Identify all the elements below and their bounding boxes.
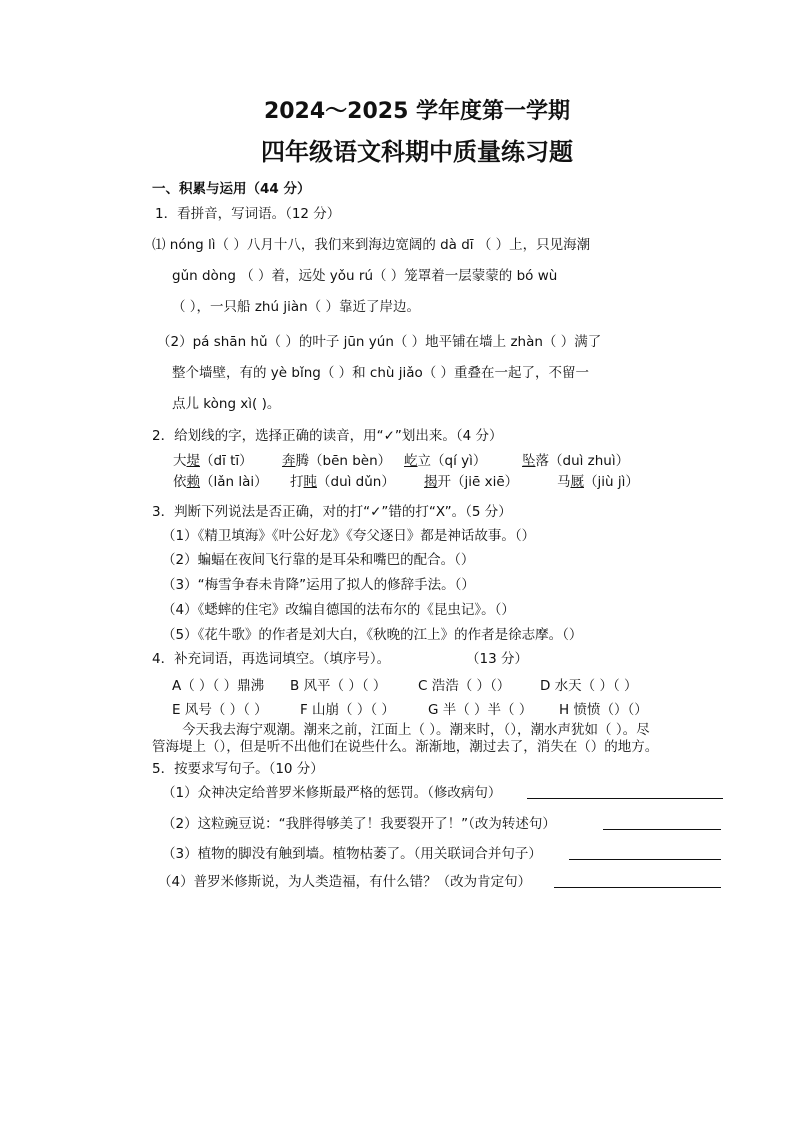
q2-item: 依赖（lǎn lài） (173, 474, 268, 490)
q1-line-1: ⑴ nóng lì（ ）八月十八，我们来到海边宽阔的 dà dī （ ）上，只见海潮 (152, 237, 591, 253)
q5-answer-line-1[interactable] (527, 784, 723, 799)
q4-word-e: E 风号（ ）（ ） (172, 702, 268, 718)
q5-item-2: （2）这粒豌豆说：“我胖得够美了！我要裂开了！”（改为转述句） (162, 816, 556, 832)
q5-answer-line-2[interactable] (603, 815, 721, 830)
q1-heading: 1．看拼音，写词语。（12 分） (155, 206, 341, 222)
q3-item-2: （2）蝙蝠在夜间飞行靠的是耳朵和嘴巴的配合。（） (162, 552, 475, 568)
q1-line-5: 整个墙壁，有的 yè bǐng（ ）和 chù jiǎo（ ）重叠在一起了，不留一 (172, 365, 590, 381)
q4-word-a: A（ ）（ ）鼎沸 (172, 678, 265, 694)
exam-title-subject: 四年级语文科期中质量练习题 (261, 138, 573, 166)
q1-line-3: （ ），一只船 zhú jiàn（ ）靠近了岸边。 (172, 299, 420, 315)
q1-line-2: gǔn dòng （ ）着，远处 yǒu rú（ ）笼罩着一层蒙蒙的 bó wù (172, 268, 558, 284)
q2-item: 大堤（dī tī） (173, 453, 253, 469)
q3-item-1: （1）《精卫填海》《叶公好龙》《夸父逐日》都是神话故事。（） (162, 528, 536, 544)
q4-word-d: D 水天（ ）（ ） (540, 678, 638, 694)
q2-item: 坠落（duì zhuì） (522, 453, 630, 469)
q1-line-4: （2）pá shān hǔ（ ）的叶子 jūn yún（ ）地平铺在墙上 zhàn（ ）满了 (157, 334, 602, 350)
q4-paragraph-line-2: 管海堤上（），但是听不出他们在说些什么。渐渐地，潮过去了，消失在（）的地方。 (152, 739, 659, 755)
q4-paragraph-line-1: 今天我去海宁观潮。潮来之前，江面上（ ）。潮来时，（），潮水声犹如（ ）。尽 (182, 722, 650, 738)
q4-heading: 4．补充词语，再选词填空。（填序号）。 (152, 651, 391, 667)
section1-heading: 一、积累与运用（44 分） (152, 181, 311, 197)
q2-item: 屹立（qí yì） (404, 453, 487, 469)
q2-item: 打盹（duì dǔn） (290, 474, 395, 490)
q4-word-h: H 愤愤（）（） (559, 702, 648, 718)
q5-item-3: （3）植物的脚没有触到墙。植物枯萎了。（用关联词合并句子） (162, 846, 542, 862)
q4-word-b: B 风平（ ）（ ） (290, 678, 387, 694)
q1-line-6: 点儿 kòng xì( )。 (172, 396, 281, 412)
q3-item-4: （4）《蟋蟀的住宅》改编自德国的法布尔的《昆虫记》。（） (162, 602, 515, 618)
q4-word-c: C 浩浩（ ）（） (418, 678, 511, 694)
q4-score: （13 分） (466, 651, 528, 667)
q5-answer-line-3[interactable] (569, 845, 721, 860)
q2-item: 揭开（jiē xiē） (424, 474, 519, 490)
q5-answer-line-4[interactable] (554, 873, 721, 888)
q4-word-f: F 山崩（ ）（ ） (300, 702, 395, 718)
q2-item: 奔腾（bēn bèn） (282, 453, 392, 469)
q2-item: 马厩（jiù jì） (557, 474, 639, 490)
q5-heading: 5．按要求写句子。（10 分） (152, 761, 324, 777)
q5-item-4: （4）普罗米修斯说，为人类造福，有什么错？（改为肯定句） (158, 874, 532, 890)
q3-item-3: （3）“梅雪争春未肯降”运用了拟人的修辞手法。（） (162, 577, 475, 593)
q3-item-5: （5）《花牛歌》的作者是刘大白，《秋晚的江上》的作者是徐志摩。（） (162, 627, 583, 643)
q5-item-1: （1）众神决定给普罗米修斯最严格的惩罚。（修改病句） (162, 785, 502, 801)
q2-heading: 2．给划线的字，选择正确的读音，用“✓”划出来。（4 分） (152, 428, 503, 444)
q4-word-g: G 半（ ）半（ ） (428, 702, 533, 718)
q3-heading: 3．判断下列说法是否正确，对的打“✓”错的打“X”。（5 分） (152, 504, 512, 520)
exam-title-year: 2024～2025 学年度第一学期 (263, 99, 571, 124)
